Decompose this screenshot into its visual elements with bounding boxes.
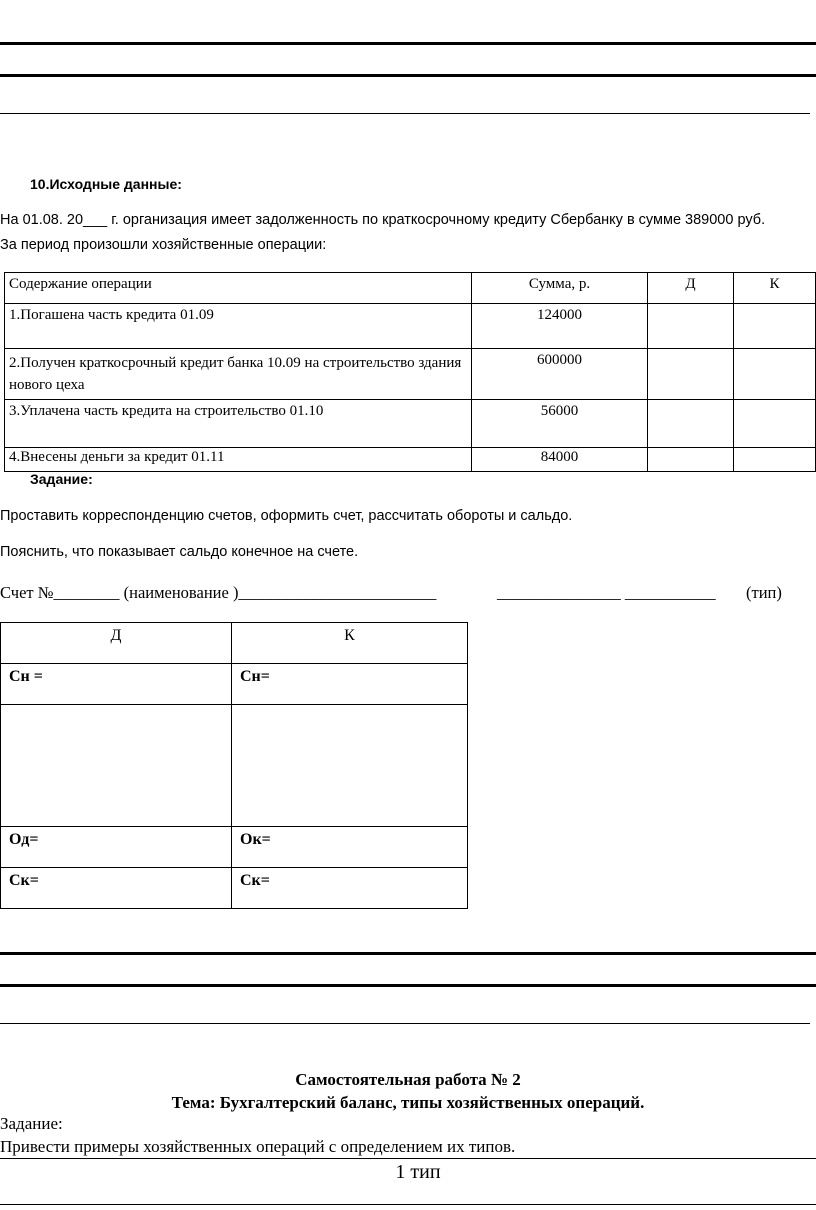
turnover-credit[interactable]: Ок= [232,827,468,868]
header-sum: Сумма, р. [472,273,648,304]
turnover-debit[interactable]: Од= [1,827,232,868]
row-credit-cell[interactable] [734,349,816,400]
mid-rule-3 [0,1023,810,1024]
table-row [5,400,816,448]
section-heading: 10.Исходные данные: [30,176,182,192]
row-sum: 84000 [472,448,648,472]
row-description: 2.Получен краткосрочный кредит банка 10.09 на строительство здания нового цеха [5,349,472,400]
assignment-text: Привести примеры хозяйственных операций с определением их типов. [0,1137,516,1156]
table-row [5,448,816,472]
operations-table [4,272,816,472]
row-sum: 600000 [472,349,648,400]
t-account-table [0,622,468,909]
assignment-label: Задание: [0,1114,63,1133]
type-label: 1 тип [395,1161,441,1183]
opening-balance-row [1,664,468,705]
row-sum: 124000 [472,304,648,349]
row-debit-cell[interactable] [648,304,734,349]
credit-entries-cell[interactable] [232,705,468,827]
closing-credit[interactable]: Ск= [232,868,468,909]
entries-row [1,705,468,827]
task-line-2: Пояснить, что показывает сальдо конечное на счете. [0,544,359,560]
top-rule-2 [0,74,816,77]
table-row [5,304,816,349]
top-rule-1 [0,42,816,45]
mid-rule-1 [0,952,816,955]
row-description: 3.Уплачена часть кредита на строительство 01.10 [5,400,472,448]
closing-balance-row [1,868,468,909]
row-credit-cell[interactable] [734,304,816,349]
header-debit: Д [648,273,734,304]
closing-debit[interactable]: Ск= [1,868,232,909]
intro-line-2: За период произошли хозяйственные операции: [0,237,327,253]
task-label: Задание: [30,471,93,487]
debit-entries-cell[interactable] [1,705,232,827]
credit-header: К [232,623,468,664]
table-row [5,349,816,400]
work-topic: Тема: Бухгалтерский баланс, типы хозяйственных операций. [171,1093,645,1112]
account-line-blanks: _______________ ___________ [497,583,716,602]
t-account-header-row [1,623,468,664]
header-credit: К [734,273,816,304]
intro-line-1: На 01.08. 20___ г. организация имеет задолженность по краткосрочному кредиту Сбербанку в сумме 389000 руб. [0,212,766,228]
bottom-rule-1 [0,1158,816,1159]
mid-rule-2 [0,984,816,987]
row-debit-cell[interactable] [648,448,734,472]
task-line-1: Проставить корреспонденцию счетов, оформить счет, рассчитать обороты и сальдо. [0,508,573,524]
debit-header: Д [1,623,232,664]
opening-credit[interactable]: Сн= [232,664,468,705]
top-rule-3 [0,113,810,114]
row-credit-cell[interactable] [734,448,816,472]
header-description: Содержание операции [5,273,472,304]
row-debit-cell[interactable] [648,349,734,400]
account-line-prefix: Счет №________ (наименование )________________________ [0,583,437,602]
opening-debit[interactable]: Сн = [1,664,232,705]
row-debit-cell[interactable] [648,400,734,448]
row-description: 1.Погашена часть кредита 01.09 [5,304,472,349]
bottom-rule-2 [0,1204,816,1205]
account-line-type: (тип) [746,583,782,602]
row-sum: 56000 [472,400,648,448]
turnover-row [1,827,468,868]
row-credit-cell[interactable] [734,400,816,448]
work-title: Самостоятельная работа № 2 [295,1070,521,1089]
row-description: 4.Внесены деньги за кредит 01.11 [5,448,472,472]
table-header-row [5,273,816,304]
